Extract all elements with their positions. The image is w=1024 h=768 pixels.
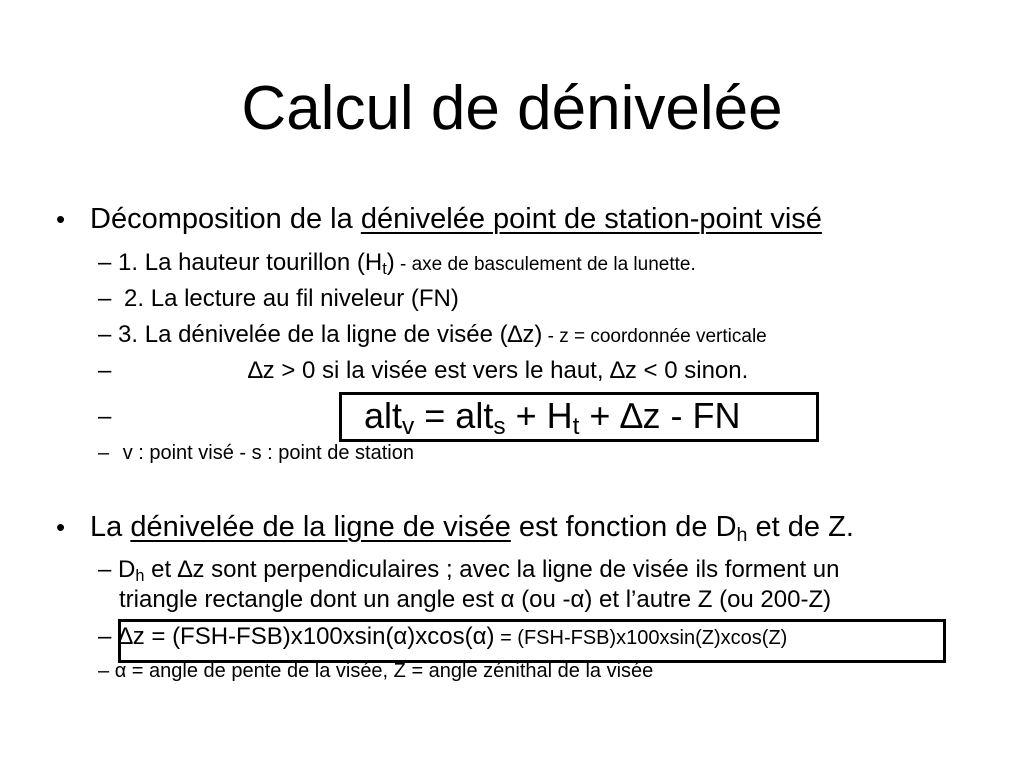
section2-heading-mid: est fonction de D [510, 511, 737, 543]
s2-item2-main: ∆z = (FSH-FSB)x100xsin(α)xcos(α) [118, 623, 495, 650]
s2-item1-line2: triangle rectangle dont un angle est α (ou -α) et l’autre Z (ou 200-Z) [119, 586, 832, 613]
dash-4: – [98, 357, 112, 384]
formula-alt: alt [364, 395, 403, 436]
section2-heading [90, 510, 854, 552]
dash-5: – [98, 403, 112, 430]
section2-item-3 [98, 659, 653, 683]
item4-end: sinon. [677, 357, 749, 384]
formula-eq: = alt [414, 395, 494, 436]
section2-heading-end: et de Z. [747, 511, 854, 543]
section2-item-1-line2 [119, 585, 831, 615]
section1-item-2 [98, 284, 459, 314]
item2-text: 2. La lecture au fil niveleur (FN) [124, 285, 459, 312]
section1-item-1 [98, 248, 696, 284]
dash-6: – [98, 442, 110, 464]
formula-sub-t: t [572, 413, 580, 441]
section1-legend [98, 441, 414, 465]
item4-text: ∆z > 0 si la visée est vers le haut, ∆z < 0 [248, 357, 678, 384]
section2-heading-underlined: dénivelée de la ligne de visée [130, 511, 511, 543]
s2-item1-start: D [118, 556, 136, 583]
item3-text: 3. La dénivelée de la ligne de visée (∆z) [118, 321, 543, 348]
item1-subscript: t [382, 260, 387, 279]
dash-7: – [98, 556, 112, 583]
section2-heading-prefix: La [90, 511, 131, 543]
bullet-1: • [56, 204, 66, 234]
s2-item2-alt: = (FSH-FSB)x100xsin(Z)xcos(Z) [494, 627, 788, 649]
section1-heading-underlined: dénivelée point de station-point visé [360, 203, 822, 235]
dash-8: – [98, 623, 112, 650]
section2-heading-sub: h [736, 523, 748, 546]
section1-heading [90, 202, 822, 236]
slide-title: Calcul de dénivelée [241, 74, 783, 143]
formula-sub-v: v [402, 413, 415, 441]
dash-9: – [98, 660, 110, 682]
formula-sub-s: s [493, 413, 506, 441]
legend-text: v : point visé - s : point de station [122, 442, 414, 464]
section1-item-3 [98, 320, 767, 352]
dash-2: – [98, 285, 112, 312]
dash-3: – [98, 321, 112, 348]
item1-text: 1. La hauteur tourillon (H [118, 249, 383, 276]
s2-item1-sub: h [135, 567, 145, 586]
s2-item3-text: α = angle de pente de la visée, Z = angle zénithal de la visée [114, 660, 654, 682]
section1-heading-prefix: Décomposition de la [90, 203, 361, 235]
section1-item-4-text [248, 356, 748, 386]
section1-item-4 [98, 356, 111, 386]
s2-item1-line1: et ∆z sont perpendiculaires ; avec la ligne de visée ils forment un [144, 556, 840, 583]
bullet-2: • [56, 512, 66, 542]
dash-1: – [98, 249, 112, 276]
item1-close: ) [386, 249, 395, 276]
formula-plus-h: + H [505, 395, 573, 436]
section1-item-5 [98, 402, 111, 432]
formula [364, 396, 740, 447]
item3-note: - z = coordonnée verticale [542, 326, 767, 347]
formula-rest: + ∆z - FN [579, 395, 741, 436]
section2-item-2 [98, 622, 787, 653]
item1-note: - axe de basculement de la lunette. [394, 254, 696, 275]
